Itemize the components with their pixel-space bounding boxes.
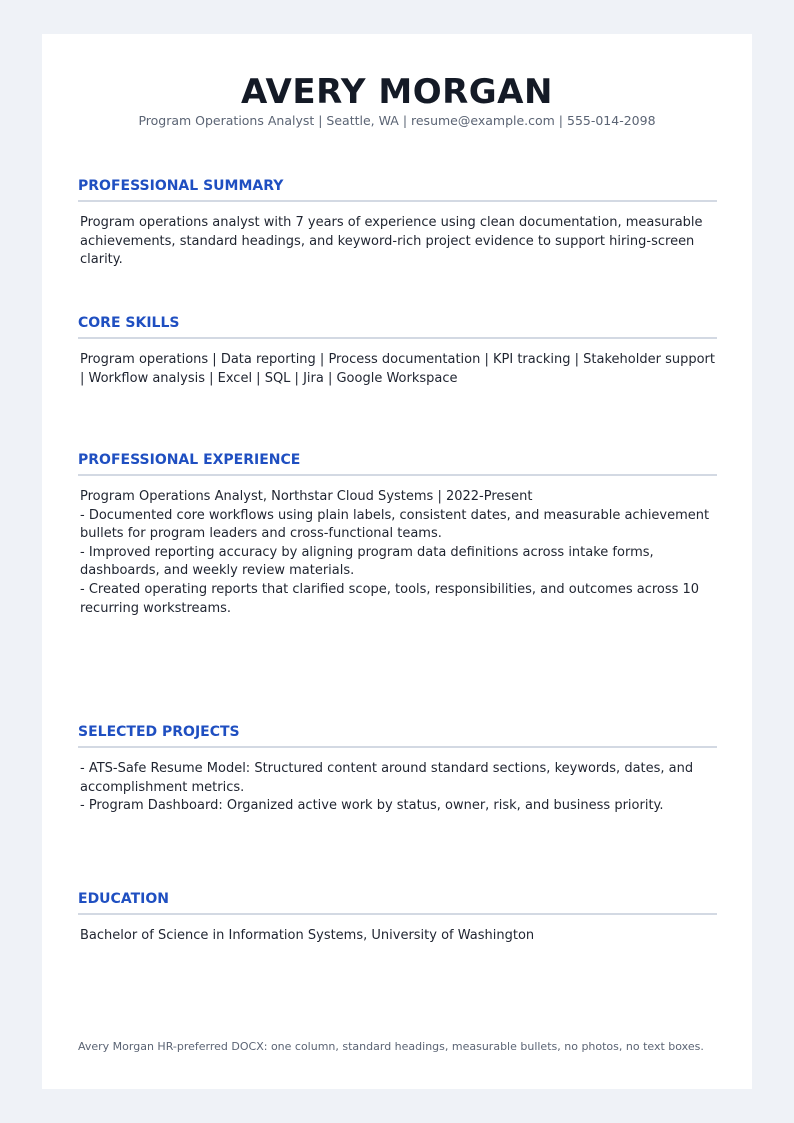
skills-line: Program operations | Data reporting | Process documentation | KPI tracking | Stakeholder support: [80, 352, 715, 367]
skills-line: | Workflow analysis | Excel | SQL | Jira | Google Workspace: [80, 370, 458, 386]
experience-heading: PROFESSIONAL EXPERIENCE: [78, 451, 717, 476]
education-section: [78, 890, 717, 946]
experience-line: - Improved reporting accuracy by aligning program data definitions across intake forms,: [80, 544, 654, 560]
experience-section: [78, 451, 717, 618]
skills-section: [78, 314, 717, 388]
projects-section: [78, 723, 717, 816]
summary-heading: PROFESSIONAL SUMMARY: [78, 177, 717, 202]
experience-line: bullets for program leaders and cross-functional teams.: [80, 526, 442, 542]
skills-heading: CORE SKILLS: [78, 314, 717, 339]
projects-body: [78, 760, 717, 816]
projects-heading: SELECTED PROJECTS: [78, 723, 717, 748]
education-line: Bachelor of Science in Information Systems, University of Washington: [80, 928, 535, 943]
summary-body: [78, 214, 717, 270]
summary-line: clarity.: [80, 252, 123, 268]
summary-line: achievements, standard headings, and keyword-rich project evidence to support hiring-screen: [80, 233, 695, 249]
experience-line: recurring workstreams.: [80, 600, 232, 616]
experience-body: [78, 488, 717, 618]
education-heading: EDUCATION: [78, 890, 717, 915]
projects-line: accomplishment metrics.: [80, 779, 245, 795]
education-body: [78, 927, 717, 946]
summary-section: [78, 177, 717, 270]
experience-line: - Documented core workflows using plain labels, consistent dates, and measurable achievement: [80, 507, 710, 523]
projects-line: - ATS-Safe Resume Model: Structured content around standard sections, keywords, dates, and: [80, 761, 694, 776]
candidate-name: AVERY MORGAN: [241, 72, 553, 112]
experience-line: Program Operations Analyst, Northstar Cloud Systems | 2022-Present: [80, 489, 533, 504]
projects-line: - Program Dashboard: Organized active work by status, owner, risk, and business priority.: [80, 798, 664, 814]
footer-note: Avery Morgan HR-preferred DOCX: one column, standard headings, measurable bullets, no photos, no text boxes.: [78, 1040, 704, 1053]
summary-line: Program operations analyst with 7 years of experience using clean documentation, measurable: [80, 215, 703, 230]
contact-line: Program Operations Analyst | Seattle, WA | resume@example.com | 555-014-2098: [138, 113, 656, 128]
resume-page: [42, 34, 752, 1089]
experience-line: - Created operating reports that clarified scope, tools, responsibilities, and outcomes across 10: [80, 581, 700, 597]
skills-body: [78, 351, 717, 388]
experience-line: dashboards, and weekly review materials.: [80, 563, 355, 579]
